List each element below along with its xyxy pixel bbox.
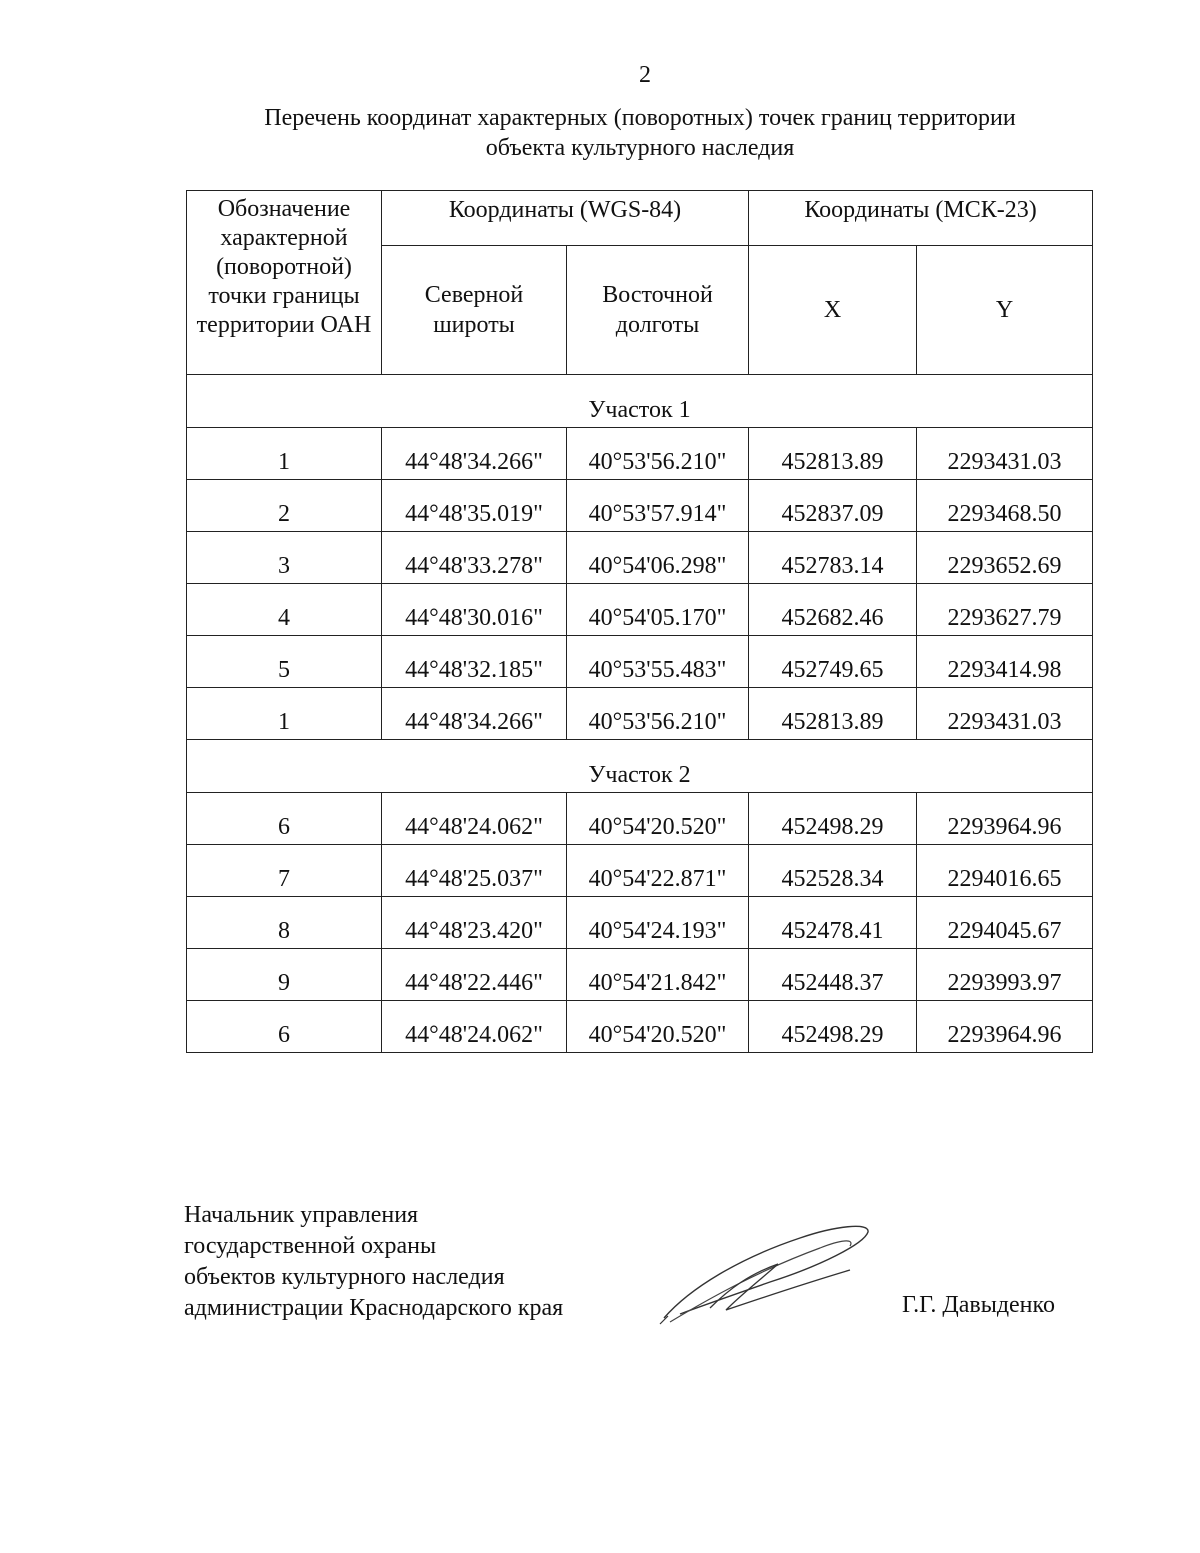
table-row <box>187 897 1093 949</box>
x-cell: 452783.14 <box>749 532 917 584</box>
x-cell: 452448.37 <box>749 949 917 1001</box>
longitude-cell: 40°53'55.483" <box>567 636 749 688</box>
y-cell: 2293993.97 <box>917 949 1093 1001</box>
section-title: Участок 2 <box>187 740 1093 793</box>
longitude-cell: 40°54'20.520" <box>567 793 749 845</box>
latitude-cell: 44°48'25.037" <box>382 845 567 897</box>
x-cell: 452528.34 <box>749 845 917 897</box>
longitude-cell: 40°54'05.170" <box>567 584 749 636</box>
point-cell: 7 <box>187 845 382 897</box>
signatory-position-line-1: Начальник управления <box>184 1202 419 1228</box>
table-body <box>187 375 1093 1053</box>
point-cell: 8 <box>187 897 382 949</box>
x-cell: 452813.89 <box>749 688 917 740</box>
x-cell: 452682.46 <box>749 584 917 636</box>
point-cell: 2 <box>187 480 382 532</box>
x-cell: 452837.09 <box>749 480 917 532</box>
table-row <box>187 688 1093 740</box>
y-cell: 2293964.96 <box>917 1001 1093 1053</box>
section-row <box>187 740 1093 793</box>
title-line-2: объекта культурного наследия <box>485 135 795 161</box>
signatory-position <box>184 1200 563 1324</box>
latitude-cell: 44°48'33.278" <box>382 532 567 584</box>
latitude-cell: 44°48'32.185" <box>382 636 567 688</box>
longitude-cell: 40°53'57.914" <box>567 480 749 532</box>
header-x: X <box>749 246 917 375</box>
table-row <box>187 793 1093 845</box>
signatory-position-line-3: объектов культурного наследия <box>184 1264 505 1290</box>
y-cell: 2293468.50 <box>917 480 1093 532</box>
table-row <box>187 636 1093 688</box>
y-cell: 2293652.69 <box>917 532 1093 584</box>
x-cell: 452498.29 <box>749 793 917 845</box>
y-cell: 2294045.67 <box>917 897 1093 949</box>
y-cell: 2293431.03 <box>917 428 1093 480</box>
longitude-cell: 40°54'24.193" <box>567 897 749 949</box>
longitude-cell: 40°53'56.210" <box>567 428 749 480</box>
latitude-cell: 44°48'30.016" <box>382 584 567 636</box>
section-row <box>187 375 1093 428</box>
header-msk23: Координаты (МСК-23) <box>749 191 1093 246</box>
y-cell: 2293431.03 <box>917 688 1093 740</box>
point-cell: 1 <box>187 688 382 740</box>
x-cell: 452749.65 <box>749 636 917 688</box>
latitude-cell: 44°48'34.266" <box>382 428 567 480</box>
x-cell: 452498.29 <box>749 1001 917 1053</box>
x-cell: 452813.89 <box>749 428 917 480</box>
point-cell: 6 <box>187 793 382 845</box>
point-cell: 5 <box>187 636 382 688</box>
latitude-cell: 44°48'23.420" <box>382 897 567 949</box>
point-cell: 4 <box>187 584 382 636</box>
signatory-name: Г.Г. Давыденко <box>902 1292 1055 1318</box>
handwritten-signature <box>650 1218 890 1338</box>
x-cell: 452478.41 <box>749 897 917 949</box>
point-cell: 6 <box>187 1001 382 1053</box>
latitude-cell: 44°48'22.446" <box>382 949 567 1001</box>
y-cell: 2293627.79 <box>917 584 1093 636</box>
y-cell: 2293414.98 <box>917 636 1093 688</box>
latitude-cell: 44°48'34.266" <box>382 688 567 740</box>
section-title: Участок 1 <box>187 375 1093 428</box>
header-y: Y <box>917 246 1093 375</box>
table-row <box>187 584 1093 636</box>
table-row <box>187 532 1093 584</box>
table-row <box>187 480 1093 532</box>
header-point-designation: Обозначение характерной (поворотной) точки границы территории ОАН <box>187 191 382 375</box>
coordinates-table <box>186 190 1093 1053</box>
table-row <box>187 428 1093 480</box>
page-number: 2 <box>639 62 651 88</box>
signatory-position-line-4: администрации Краснодарского края <box>184 1295 564 1321</box>
longitude-cell: 40°54'20.520" <box>567 1001 749 1053</box>
point-cell: 3 <box>187 532 382 584</box>
longitude-cell: 40°53'56.210" <box>567 688 749 740</box>
longitude-cell: 40°54'21.842" <box>567 949 749 1001</box>
point-cell: 9 <box>187 949 382 1001</box>
header-north-latitude: Северной широты <box>382 246 567 375</box>
latitude-cell: 44°48'24.062" <box>382 1001 567 1053</box>
y-cell: 2294016.65 <box>917 845 1093 897</box>
document-title <box>190 103 1090 163</box>
table-row <box>187 845 1093 897</box>
longitude-cell: 40°54'06.298" <box>567 532 749 584</box>
latitude-cell: 44°48'24.062" <box>382 793 567 845</box>
table-row <box>187 949 1093 1001</box>
header-wgs84: Координаты (WGS-84) <box>382 191 749 246</box>
point-cell: 1 <box>187 428 382 480</box>
title-line-1: Перечень координат характерных (поворотных) точек границ территории <box>264 105 1016 131</box>
y-cell: 2293964.96 <box>917 793 1093 845</box>
header-east-longitude: Восточной долготы <box>567 246 749 375</box>
longitude-cell: 40°54'22.871" <box>567 845 749 897</box>
table-row <box>187 1001 1093 1053</box>
signatory-position-line-2: государственной охраны <box>184 1233 437 1259</box>
latitude-cell: 44°48'35.019" <box>382 480 567 532</box>
